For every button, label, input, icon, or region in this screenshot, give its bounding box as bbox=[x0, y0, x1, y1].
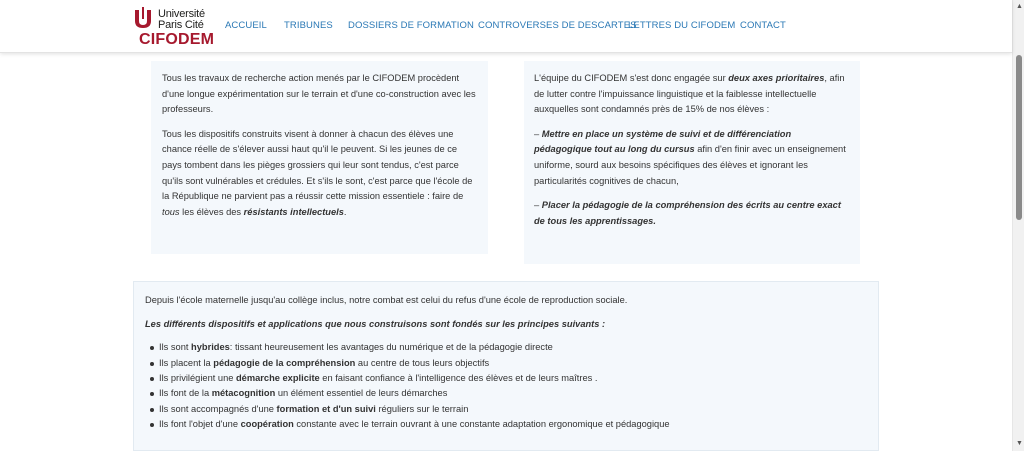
university-line-2: Paris Cité bbox=[158, 19, 204, 31]
priority-axis-2 bbox=[534, 198, 850, 229]
list-item bbox=[145, 386, 867, 401]
list-item bbox=[145, 340, 867, 355]
list-item bbox=[145, 356, 867, 371]
list-text: Ils sont bbox=[159, 342, 192, 353]
paragraph-text: . bbox=[343, 206, 347, 217]
list-item bbox=[145, 417, 867, 432]
principles-intro: Depuis l'école maternelle jusqu'au collège inclus, notre combat est celui du refus d'une école de reproduction sociale. bbox=[145, 295, 628, 305]
list-text: réguliers sur le terrain bbox=[375, 403, 469, 414]
list-text: en faisant confiance à l'intelligence des élèves et de leurs maîtres . bbox=[319, 373, 598, 383]
list-text: Ils sont accompagnés d'une bbox=[159, 403, 277, 414]
scroll-down-arrow-icon[interactable]: ▼ bbox=[1016, 440, 1023, 447]
nav-accueil[interactable]: ACCUEIL bbox=[225, 20, 267, 31]
paragraph-text: les élèves des bbox=[179, 206, 244, 217]
nav-lettres-du-cifodem[interactable]: LETTRES DU CIFODEM bbox=[628, 20, 736, 31]
bold-italic-text: Mettre en place un système de suivi et de différenciation pédagogique tout au long du cursus bbox=[534, 128, 792, 155]
principles-heading: Les différents dispositifs et applications que nous construisons sont fondés sur les principes suivants : bbox=[145, 318, 606, 329]
nav-contact[interactable]: CONTACT bbox=[740, 20, 786, 31]
list-text: constante avec le terrain ouvrant à une constante adaptation ergonomique et pédagogique bbox=[293, 419, 670, 430]
research-paragraph-1: Tous les travaux de recherche action menés par le CIFODEM procèdent d'une longue expérimentation sur le terrain et d'une co-construction avec les professeurs. bbox=[162, 73, 476, 115]
paragraph-text: afin d'en finir avec un enseignement uniforme, sourd aux besoins spécifiques des élèves et ignorant les particularités cognitives de chacun, bbox=[534, 144, 846, 186]
paragraph-text: Tous les dispositifs construits visent à donner à chacun des élèves une chance réelle de s'élever aussi haut qu'il le peuvent. Si les jeunes de ce pays tombent dans les pièges grossiers qui leur sont tendus, c'est parce qu'ils sont vulnérables et crédules. Et s'ils le sont, c'est parce que l'école de la République ne parvient pas a réussir cette mission essentiele : faire de bbox=[162, 128, 473, 202]
list-bold: hybrides bbox=[191, 342, 230, 353]
university-line-1: Université bbox=[158, 8, 205, 20]
list-item bbox=[145, 402, 867, 417]
scroll-up-arrow-icon[interactable]: ▲ bbox=[1016, 3, 1023, 10]
list-text: Ils placent la bbox=[159, 357, 214, 368]
brand-name: CIFODEM bbox=[139, 31, 215, 48]
list-text: : tissant heureusement les avantages du numérique et de la pédagogie directe bbox=[229, 342, 553, 353]
site-header bbox=[0, 0, 1012, 53]
bold-italic-text: Placer la pédagogie de la compréhension des écrits au centre exact de tous les apprentissages. bbox=[534, 200, 841, 226]
list-item bbox=[145, 371, 867, 386]
research-box bbox=[151, 61, 488, 254]
priorities-intro bbox=[534, 71, 850, 118]
dash: – bbox=[534, 128, 542, 139]
scrollbar-thumb[interactable] bbox=[1016, 55, 1022, 220]
priorities-box bbox=[524, 61, 860, 264]
principles-box bbox=[133, 281, 879, 451]
list-text: Ils font de la bbox=[159, 388, 212, 399]
research-paragraph-2 bbox=[162, 127, 477, 221]
main-nav bbox=[0, 20, 1012, 34]
bold-italic-text: résistants intellectuels bbox=[243, 206, 344, 217]
principles-list bbox=[145, 340, 867, 432]
list-bold: métacognition bbox=[211, 388, 276, 399]
dash: – bbox=[534, 200, 542, 211]
list-text: un élément essentiel de leurs démarches bbox=[275, 388, 448, 399]
list-bold: coopération bbox=[240, 419, 294, 430]
list-bold: démarche explicite bbox=[236, 373, 320, 383]
nav-dossiers-de-formation[interactable]: DOSSIERS DE FORMATION bbox=[348, 20, 474, 31]
nav-controverses-de-descartes[interactable]: CONTROVERSES DE DESCARTES bbox=[478, 20, 637, 31]
list-bold: pédagogie de la compréhension bbox=[213, 357, 356, 368]
list-text: Ils privilégient une bbox=[159, 373, 236, 383]
paragraph-text: , afin de lutter contre l'impuissance linguistique et la faiblesse intellectuelle auxquelles sont condamnés près de 15% de nos élèves : bbox=[534, 73, 845, 115]
vertical-scrollbar[interactable] bbox=[1012, 0, 1024, 451]
priority-axis-1 bbox=[534, 127, 850, 189]
list-text: au centre de tous leurs objectifs bbox=[355, 357, 490, 368]
list-bold: formation et d'un suivi bbox=[276, 403, 376, 414]
list-text: Ils font l'objet d'une bbox=[159, 419, 241, 430]
nav-tribunes[interactable]: TRIBUNES bbox=[284, 20, 333, 31]
paragraph-text: L'équipe du CIFODEM s'est donc engagée sur bbox=[534, 73, 729, 83]
emphasis-text: tous bbox=[162, 206, 180, 217]
bold-italic-text: deux axes prioritaires bbox=[728, 73, 825, 83]
